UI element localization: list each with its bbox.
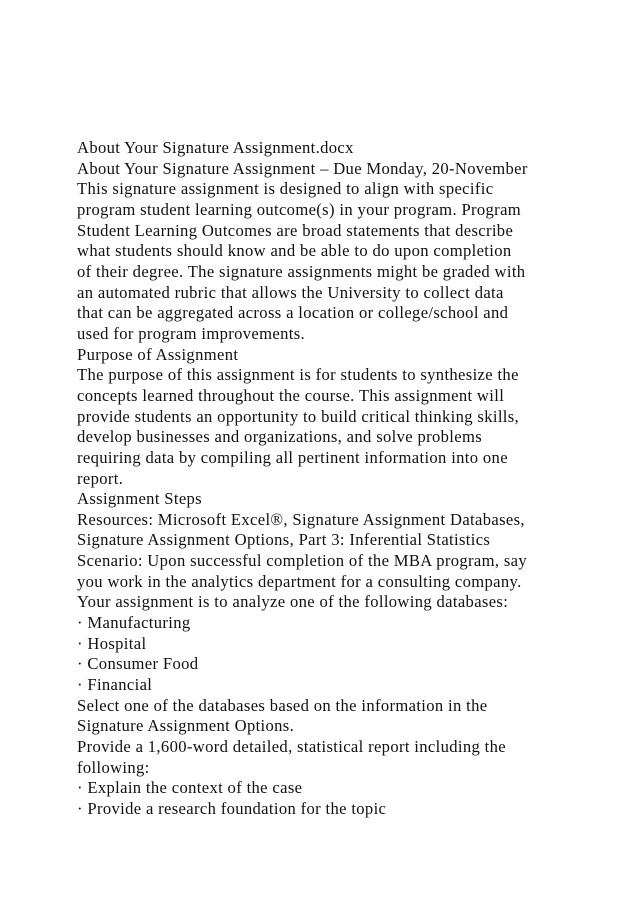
paragraph-line: program student learning outcome(s) in your program. Program	[77, 199, 522, 219]
bullet-item: · Hospital	[77, 633, 147, 653]
paragraph-line: of their degree. The signature assignments might be graded with	[77, 261, 526, 281]
document-heading: About Your Signature Assignment – Due Monday, 20-November	[77, 158, 528, 178]
paragraph-line: Your assignment is to analyze one of the following databases:	[77, 592, 509, 612]
paragraph-line: The purpose of this assignment is for students to synthesize the	[77, 365, 519, 385]
paragraph-line: that can be aggregated across a location or college/school and	[77, 303, 509, 323]
bullet-item: · Consumer Food	[77, 654, 199, 674]
paragraph-line: Select one of the databases based on the information in the	[77, 695, 488, 715]
section-heading-steps: Assignment Steps	[77, 489, 202, 509]
paragraph-line: used for program improvements.	[77, 323, 306, 343]
paragraph-line: Student Learning Outcomes are broad statements that describe	[77, 220, 514, 240]
paragraph-line: requiring data by compiling all pertinent information into one	[77, 447, 508, 467]
paragraph-line: Signature Assignment Options, Part 3: Inferential Statistics	[77, 530, 491, 550]
bullet-item: · Financial	[77, 675, 153, 695]
paragraph-line: concepts learned throughout the course. This assignment will	[77, 385, 505, 405]
paragraph-line: Scenario: Upon successful completion of the MBA program, say	[77, 551, 528, 571]
paragraph-line: report.	[77, 468, 124, 488]
bullet-item: · Manufacturing	[77, 613, 191, 633]
paragraph-line: an automated rubric that allows the University to collect data	[77, 282, 504, 302]
bullet-item: · Explain the context of the case	[77, 778, 303, 798]
section-heading-purpose: Purpose of Assignment	[77, 344, 239, 364]
paragraph-line: provide students an opportunity to build critical thinking skills,	[77, 406, 520, 426]
document-filename: About Your Signature Assignment.docx	[77, 138, 354, 157]
paragraph-line: what students should know and be able to do upon completion	[77, 241, 512, 261]
paragraph-line: Signature Assignment Options.	[77, 716, 295, 736]
paragraph-line: you work in the analytics department for a consulting company.	[77, 571, 522, 591]
document-body	[77, 138, 617, 820]
paragraph-line: following:	[77, 757, 150, 777]
paragraph-line: This signature assignment is designed to align with specific	[77, 179, 494, 199]
bullet-item: · Provide a research foundation for the topic	[77, 799, 387, 818]
paragraph-line: Provide a 1,600-word detailed, statistical report including the	[77, 737, 506, 757]
paragraph-line: Resources: Microsoft Excel®, Signature Assignment Databases,	[77, 509, 525, 529]
paragraph-line: develop businesses and organizations, and solve problems	[77, 427, 483, 447]
